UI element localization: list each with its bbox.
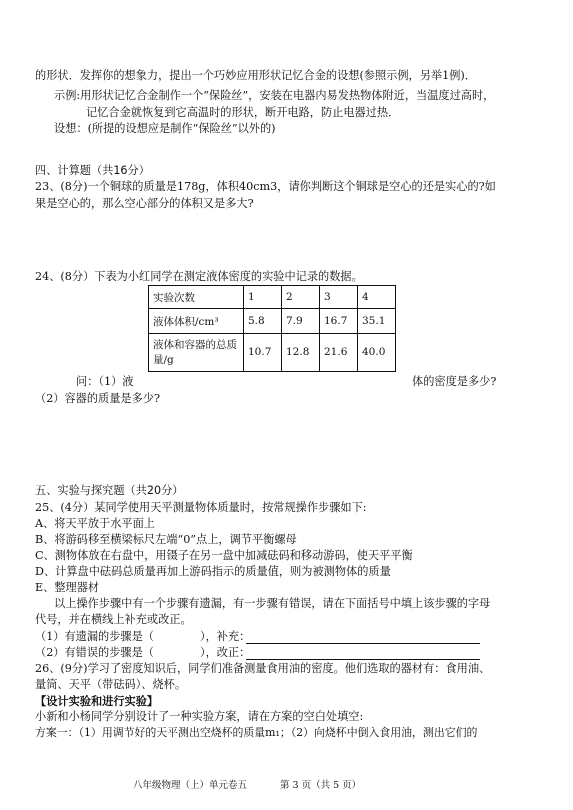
question-24-ask2: （2）容器的质量是多少? [35,392,160,405]
question-25: 25、(4分）某同学使用天平测量物体质量时，按常规操作步骤如下: [35,501,367,514]
table-cell: 2 [282,286,320,309]
question-23: 23、(8分)一个铜球的质量是178g，体积40cm3，请你判断这个铜球是空心的还是实心的?如 [35,180,496,193]
fill-label: （2）有错误的步骤是（ [35,646,154,659]
question-24: 24、(8分）下表为小红同学在测定液体密度的实验中记录的数据。 [35,270,363,283]
table-cell: 21.6 [320,334,358,372]
table-cell: 35.1 [358,309,396,334]
example-line: 记忆合金就恢复到它高温时的形状，断开电路，防止电器过热． [86,106,400,119]
table-header-row [149,286,396,309]
table-cell: 5.8 [244,309,282,334]
question-23-cont: 果是空心的，那么空心部分的体积又是多大? [35,197,254,210]
table-cell: 3 [320,286,358,309]
fill-label: （1）有遗漏的步骤是（ [35,630,154,643]
design-text: 方案一：（1）用调节好的天平测出空烧杯的质量m₁；（2）向烧杯中倒入食用油，测出它们的 [35,726,478,739]
question-26-cont: 量筒、天平（带砝码）、烧杯。 [35,678,187,691]
step-item: A、将天平放于水平面上 [35,517,155,530]
table-cell: 12.8 [282,334,320,372]
question-25-desc: 代号，并在横线上补充或改正。 [35,613,192,626]
question-25-desc: 以上操作步骤中有一个步骤有遗漏，有一步骤有错误，请在下面括号中填上该步骤的字母 [54,597,491,610]
footer-page-number: 第 3 页（共 5 页） [280,780,362,791]
fill-label: ），改正： [200,646,251,659]
question-24-ask-cont: 体的密度是多少? [412,375,497,388]
table-cell: 40.0 [358,334,396,372]
data-table [148,285,396,372]
section-title: 五、实验与探究题（共20分） [35,484,184,497]
table-cell: 液体体积/cm³ [149,309,244,334]
design-text: 小新和小杨同学分别设计了一种实验方案，请在方案的空白处填空: [35,710,364,723]
table-cell: 7.9 [282,309,320,334]
answer-blank-line [246,659,480,660]
table-cell: 4 [358,286,396,309]
fill-label: ），补充： [200,630,251,643]
footer-course: 八年级物理（上）单元卷五 [133,780,248,791]
step-item: D、计算盘中砝码总质量再加上游码指示的质量值，则为被测物体的质量 [35,565,391,578]
hint-line: 设想：(所提的设想应是制作“保险丝”以外的) [54,122,276,135]
question-26: 26、(9分)学习了密度知识后，同学们准备测量食用油的密度。他们选取的器材有：食用油、 [35,662,491,675]
question-24-ask: 问：（1）液 [76,375,134,388]
table-cell: 实验次数 [149,286,244,309]
step-item: E、整理器材 [35,581,100,594]
table-row [149,309,396,334]
design-heading: 【设计实验和进行实验】 [35,694,159,708]
table-cell: 10.7 [244,334,282,372]
table-cell: 液体和容器的总质量/g [149,334,244,372]
table-row [149,334,396,372]
step-item: B、将游码移至横梁标尺左端“0”点上，调节平衡螺母 [35,533,297,546]
step-item: C、测物体放在右盘中，用镊子在另一盘中加减砝码和移动游码，使天平平衡 [35,549,413,562]
table-cell: 16.7 [320,309,358,334]
intro-line: 的形状．发挥你的想象力，提出一个巧妙应用形状记忆合金的设想(参照示例，另举1例)． [35,69,476,82]
section-title: 四、计算题（共16分） [35,164,150,177]
table-cell: 1 [244,286,282,309]
answer-blank-line [246,643,480,644]
example-line: 示例:用形状记忆合金制作一个“保险丝”，安装在电器内易发热物体附近，当温度过高时， [54,89,495,102]
